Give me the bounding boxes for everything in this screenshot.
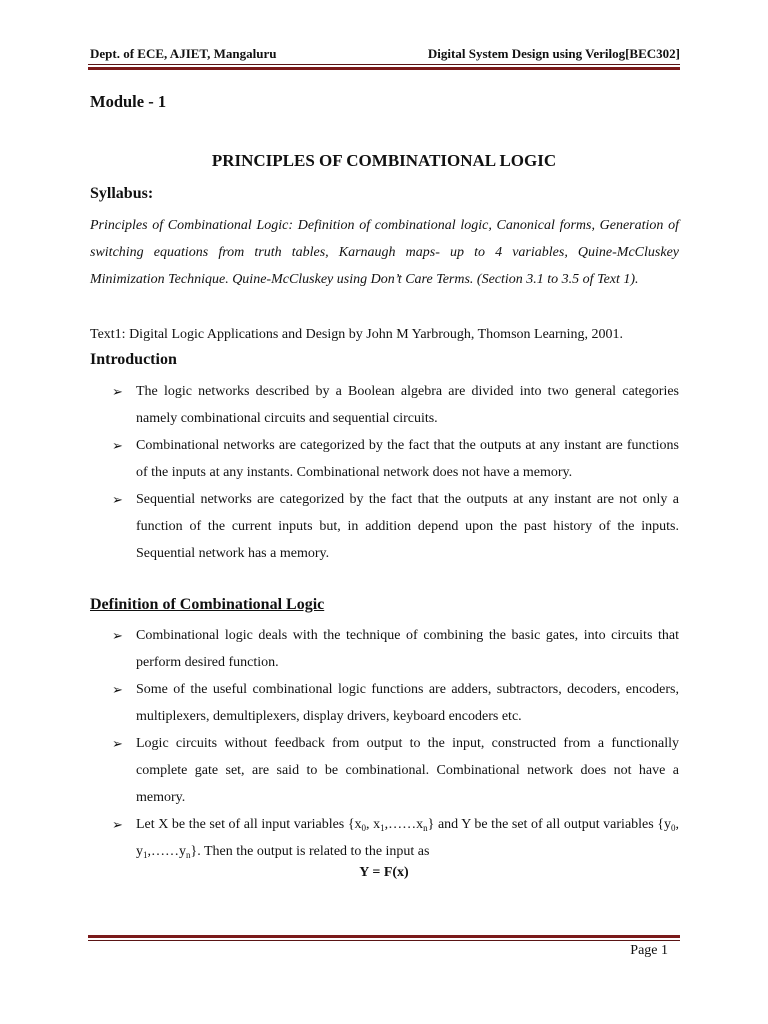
introduction-heading: Introduction [90, 351, 177, 368]
module-label: Module - 1 [90, 92, 167, 111]
list-item: ➢ Combinational logic deals with the technique of combining the basic gates, into circuits that perform desired function. [112, 622, 679, 676]
list-item: ➢ The logic networks described by a Boolean algebra are divided into two general categories namely combinational circuits and sequential circuits. [112, 378, 679, 432]
arrow-bullet-icon: ➢ [112, 736, 123, 751]
header-rule [88, 64, 680, 70]
syllabus-body: Principles of Combinational Logic: Definition of combinational logic, Canonical forms, Generation of switching equations from truth tables, Karnaugh maps- up to 4 variables, Quine-McCluskey Minimization Technique. Quine-McCluskey using Don’t Care Terms. (Section 3.1 to 3.5 of Text 1). [90, 218, 679, 287]
text-reference: Text1: Digital Logic Applications and Design by John M Yarbrough, Thomson Learning, 2001. [90, 327, 624, 342]
definition-heading: Definition of Combinational Logic [90, 596, 325, 613]
introduction-list [112, 378, 679, 567]
page-header [90, 46, 680, 64]
arrow-bullet-icon: ➢ [112, 384, 123, 399]
arrow-bullet-icon: ➢ [112, 438, 123, 453]
page-title: PRINCIPLES OF COMBINATIONAL LOGIC [211, 151, 557, 170]
list-item: ➢ Logic circuits without feedback from output to the input, constructed from a functionally complete gate set, are said to be combinational. Combinational network does not have a memory. [112, 730, 679, 811]
arrow-bullet-icon: ➢ [112, 492, 123, 507]
list-item: ➢ Sequential networks are categorized by the fact that the outputs at any instant are not only a function of the current inputs but, in addition depend upon the past history of the inputs. Sequential network has a memory. [112, 486, 679, 567]
page-number: Page 1 [630, 943, 668, 958]
arrow-bullet-icon: ➢ [112, 628, 123, 643]
footer-rule [88, 935, 680, 941]
list-item [112, 811, 679, 865]
list-item: ➢ Some of the useful combinational logic functions are adders, subtractors, decoders, encoders, multiplexers, demultiplexers, display drivers, keyboard encoders etc. [112, 676, 679, 730]
list-item: ➢ Combinational networks are categorized by the fact that the outputs at any instant are functions of the inputs at any instants. Combinational network does not have a memory. [112, 432, 679, 486]
header-department: Dept. of ECE, AJIET, Mangaluru [90, 46, 277, 61]
syllabus-heading: Syllabus: [90, 185, 154, 202]
io-variables-text: Let X be the set of all input variables {$x_0$, $x_1,\dots\dots x_n$} and Y be the set of all output variables {$y_0$, $y_1,\dots\dots y_n$}. Then the output is related to the input as [136, 817, 680, 860]
arrow-bullet-icon: ➢ [112, 817, 123, 832]
definition-list [112, 622, 679, 865]
arrow-bullet-icon: ➢ [112, 682, 123, 697]
function-equation: Y = F(x) [359, 865, 409, 880]
header-course: Digital System Design using Verilog[BEC302] [427, 46, 680, 61]
